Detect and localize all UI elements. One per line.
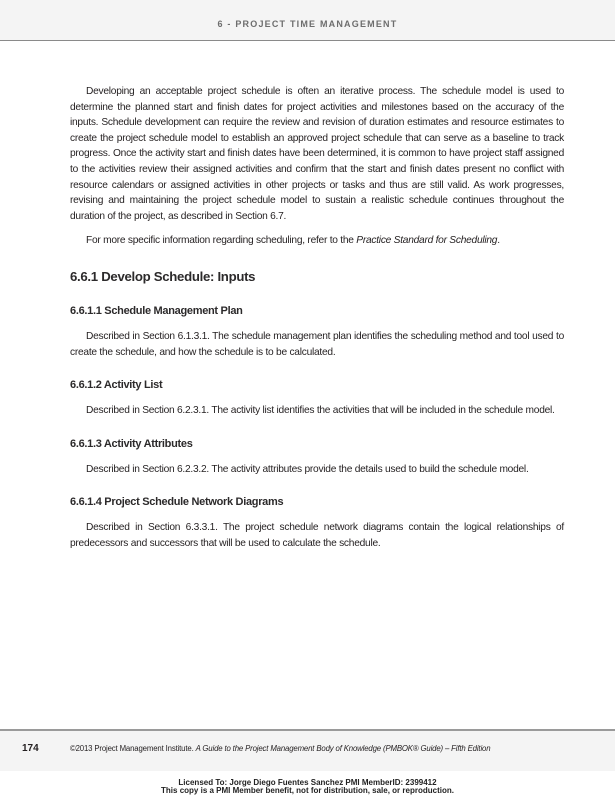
subsection-heading-activity-list: 6.6.1.2 Activity List <box>70 379 163 392</box>
license-line-2: This copy is a PMI Member benefit, not for distribution, sale, or reproduction. <box>161 786 454 795</box>
license-notice <box>0 779 615 795</box>
subsection-text-activity-list: Described in Section 6.2.3.1. The activity list identifies the activities that will be included in the schedule model. <box>86 405 555 417</box>
intro-paragraph-1: Developing an acceptable project schedule is often an iterative process. The schedule model is used to determine the planned start and finish dates for project activities and milestones based on the accuracy of the inputs. Schedule development can require the review and revision of duration estimates and resource estimates to create the project schedule model to establish an approved project schedule that can serve as a baseline to track progress. Once the activity start and finish dates have been determined, it is common to have project staff assigned to the activities review their assigned activities and confirm that the start and finish dates present no conflict with resource calendars or assigned activities in other projects or tasks and thus are still valid. As work progresses, revising and maintaining the project schedule model to sustain a realistic schedule continues throughout the duration of the project, as described in Section 6.7. <box>70 86 564 222</box>
subsection-heading-schedule-management-plan: 6.6.1.1 Schedule Management Plan <box>70 304 243 317</box>
footer-citation <box>70 744 490 753</box>
subsection-text-network-diagrams: Described in Section 6.3.3.1. The project schedule network diagrams contain the logical relationships of predecessors and successors that will be used to calculate the schedule. <box>70 522 564 549</box>
page-footer <box>0 729 615 771</box>
subsection-heading-network-diagrams: 6.6.1.4 Project Schedule Network Diagrams <box>70 496 284 509</box>
chapter-title: 6 - PROJECT TIME MANAGEMENT <box>217 19 398 29</box>
subsection-heading-activity-attributes: 6.6.1.3 Activity Attributes <box>70 437 193 450</box>
page-number: 174 <box>22 743 39 754</box>
intro-paragraph-2-suffix: . <box>497 235 500 247</box>
practice-standard-reference: Practice Standard for Scheduling <box>356 235 498 247</box>
intro-paragraph-2 <box>70 233 564 249</box>
section-heading: 6.6.1 Develop Schedule: Inputs <box>70 268 256 284</box>
subsection-text-schedule-management-plan: Described in Section 6.1.3.1. The schedule management plan identifies the scheduling method and tool used to create the schedule, and how the schedule is to be calculated. <box>70 330 564 358</box>
footer-citation-title: A Guide to the Project Management Body of Knowledge (PMBOK® Guide) – Fifth Edition <box>195 744 491 753</box>
page-content <box>70 84 564 552</box>
page-header <box>0 0 615 41</box>
footer-citation-copyright: ©2013 Project Management Institute. <box>70 744 196 753</box>
license-line-1: Licensed To: Jorge Diego Fuentes Sanchez PMI MemberID: 2399412 <box>178 778 437 787</box>
subsection-text-activity-attributes: Described in Section 6.2.3.2. The activity attributes provide the details used to build the schedule model. <box>86 463 529 475</box>
intro-paragraph-2-prefix: For more specific information regarding scheduling, refer to the <box>86 235 357 247</box>
